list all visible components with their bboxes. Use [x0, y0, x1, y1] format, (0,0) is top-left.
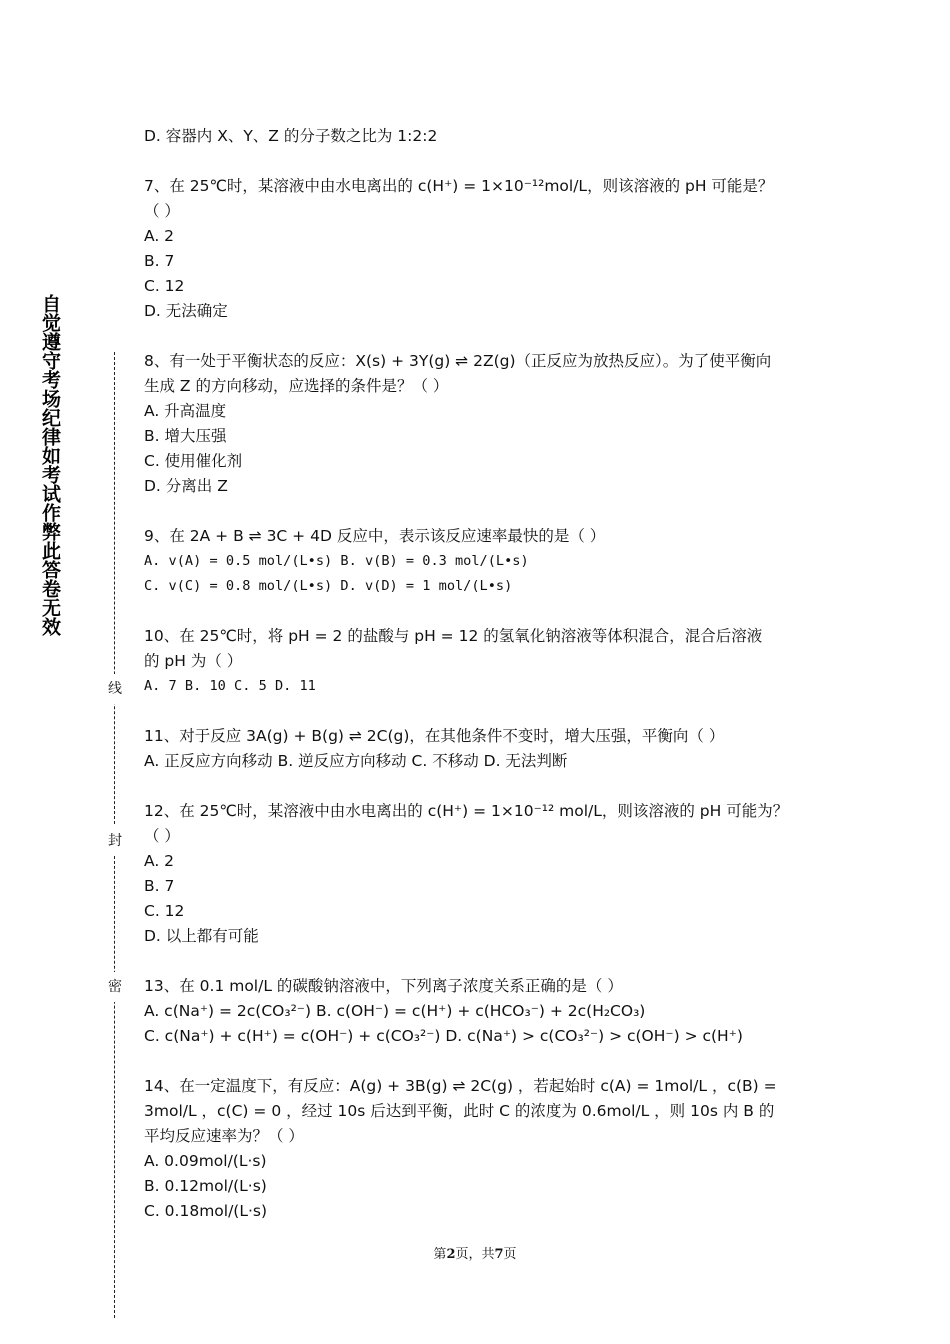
q10-stem-line1: 10、在 25℃时，将 pH = 2 的盐酸与 pH = 12 的氢氧化钠溶液等体积混合，混合后溶液: [144, 627, 763, 645]
q7-option-b: B. 7: [144, 252, 175, 270]
q12-option-b: B. 7: [144, 877, 175, 895]
q7-option-d: D. 无法确定: [144, 302, 228, 320]
q14-stem-line2: 3mol/L ，c(C) = 0 ，经过 10s 后达到平衡，此时 C 的浓度为 0.6mol/L ，则 10s 内 B 的: [144, 1102, 775, 1120]
q13-stem: 13、在 0.1 mol/L 的碳酸钠溶液中，下列离子浓度关系正确的是（ ）: [144, 977, 623, 995]
q12-option-a: A. 2: [144, 852, 175, 870]
page-footer: [0, 1245, 950, 1265]
footer-middle: 页，共: [455, 1247, 495, 1262]
q13-options-line2: C. c(Na⁺) + c(H⁺) = c(OH⁻) + c(CO₃²⁻) D. c(Na⁺) > c(CO₃²⁻) > c(OH⁻) > c(H⁺): [144, 1027, 743, 1045]
q8-option-a: A. 升高温度: [144, 402, 227, 420]
q12-option-d: D. 以上都有可能: [144, 927, 259, 945]
question-14: [144, 1074, 819, 1224]
q9-options-line2: C. v(C) = 0.8 mol/(L•s) D. v(D) = 1 mol/(L•s): [144, 578, 513, 594]
question-10: [144, 624, 819, 699]
q12-stem-line1: 12、在 25℃时，某溶液中由水电离出的 c(H⁺) = 1×10⁻¹² mol/L，则该溶液的 pH 可能为？: [144, 802, 789, 820]
footer-total-pages: 7: [494, 1247, 504, 1262]
binding-mark-secret: 密: [104, 972, 126, 1002]
q7-stem-line1: 7、在 25℃时，某溶液中由水电离出的 c(H⁺) = 1×10⁻¹²mol/L，则该溶液的 pH 可能是？: [144, 177, 774, 195]
footer-prefix: 第: [433, 1247, 447, 1262]
q8-stem-line1: 8、有一处于平衡状态的反应：X(s) + 3Y(g) ⇌ 2Z(g)（正反应为放热反应）。为了使平衡向: [144, 352, 772, 370]
q8-option-b: B. 增大压强: [144, 427, 227, 445]
question-9: [144, 524, 819, 599]
q14-option-c: C. 0.18mol/(L·s): [144, 1202, 268, 1220]
exam-discipline-warning: 自觉遵守考场纪律如考试作弊此答卷无效: [39, 294, 61, 636]
question-7: [144, 174, 819, 324]
q8-stem-line2: 生成 Z 的方向移动，应选择的条件是？（ ）: [144, 377, 449, 395]
binding-mark-seal: 封: [104, 826, 126, 856]
q11-stem: 11、对于反应 3A(g) + B(g) ⇌ 2C(g)，在其他条件不变时，增大压强，平衡向（ ）: [144, 727, 725, 745]
q10-stem-line2: 的 pH 为（ ）: [144, 652, 243, 670]
q8-option-c: C. 使用催化剂: [144, 452, 243, 470]
question-8: [144, 349, 819, 499]
q14-stem-line1: 14、在一定温度下，有反应：A(g) + 3B(g) ⇌ 2C(g) ，若起始时 c(A) = 1mol/L ，c(B) =: [144, 1077, 777, 1095]
q11-options: A. 正反应方向移动 B. 逆反应方向移动 C. 不移动 D. 无法判断: [144, 752, 568, 770]
q6-option-d: D. 容器内 X、Y、Z 的分子数之比为 1:2:2: [144, 127, 438, 145]
question-13: [144, 974, 819, 1049]
q12-option-c: C. 12: [144, 902, 185, 920]
question-content: [144, 124, 819, 1224]
footer-suffix: 页: [503, 1247, 517, 1262]
binding-mark-line: 线: [104, 674, 126, 704]
q9-stem: 9、在 2A + B ⇌ 3C + 4D 反应中，表示该反应速率最快的是（ ）: [144, 527, 606, 545]
q8-option-d: D. 分离出 Z: [144, 477, 228, 495]
q7-option-c: C. 12: [144, 277, 185, 295]
q7-option-a: A. 2: [144, 227, 175, 245]
q14-option-b: B. 0.12mol/(L·s): [144, 1177, 267, 1195]
q10-options: A. 7 B. 10 C. 5 D. 11: [144, 678, 316, 694]
q9-options-line1: A. v(A) = 0.5 mol/(L•s) B. v(B) = 0.3 mol/(L•s): [144, 553, 529, 569]
q7-stem-line2: （ ）: [144, 202, 180, 220]
q12-stem-line2: （ ）: [144, 827, 180, 845]
footer-page-number: 2: [446, 1247, 456, 1262]
q14-stem-line3: 平均反应速率为？（ ）: [144, 1127, 304, 1145]
q14-option-a: A. 0.09mol/(L·s): [144, 1152, 267, 1170]
question-12: [144, 799, 819, 949]
question-11: [144, 724, 819, 774]
q13-options-line1: A. c(Na⁺) = 2c(CO₃²⁻) B. c(OH⁻) = c(H⁺) + c(HCO₃⁻) + 2c(H₂CO₃): [144, 1002, 646, 1020]
